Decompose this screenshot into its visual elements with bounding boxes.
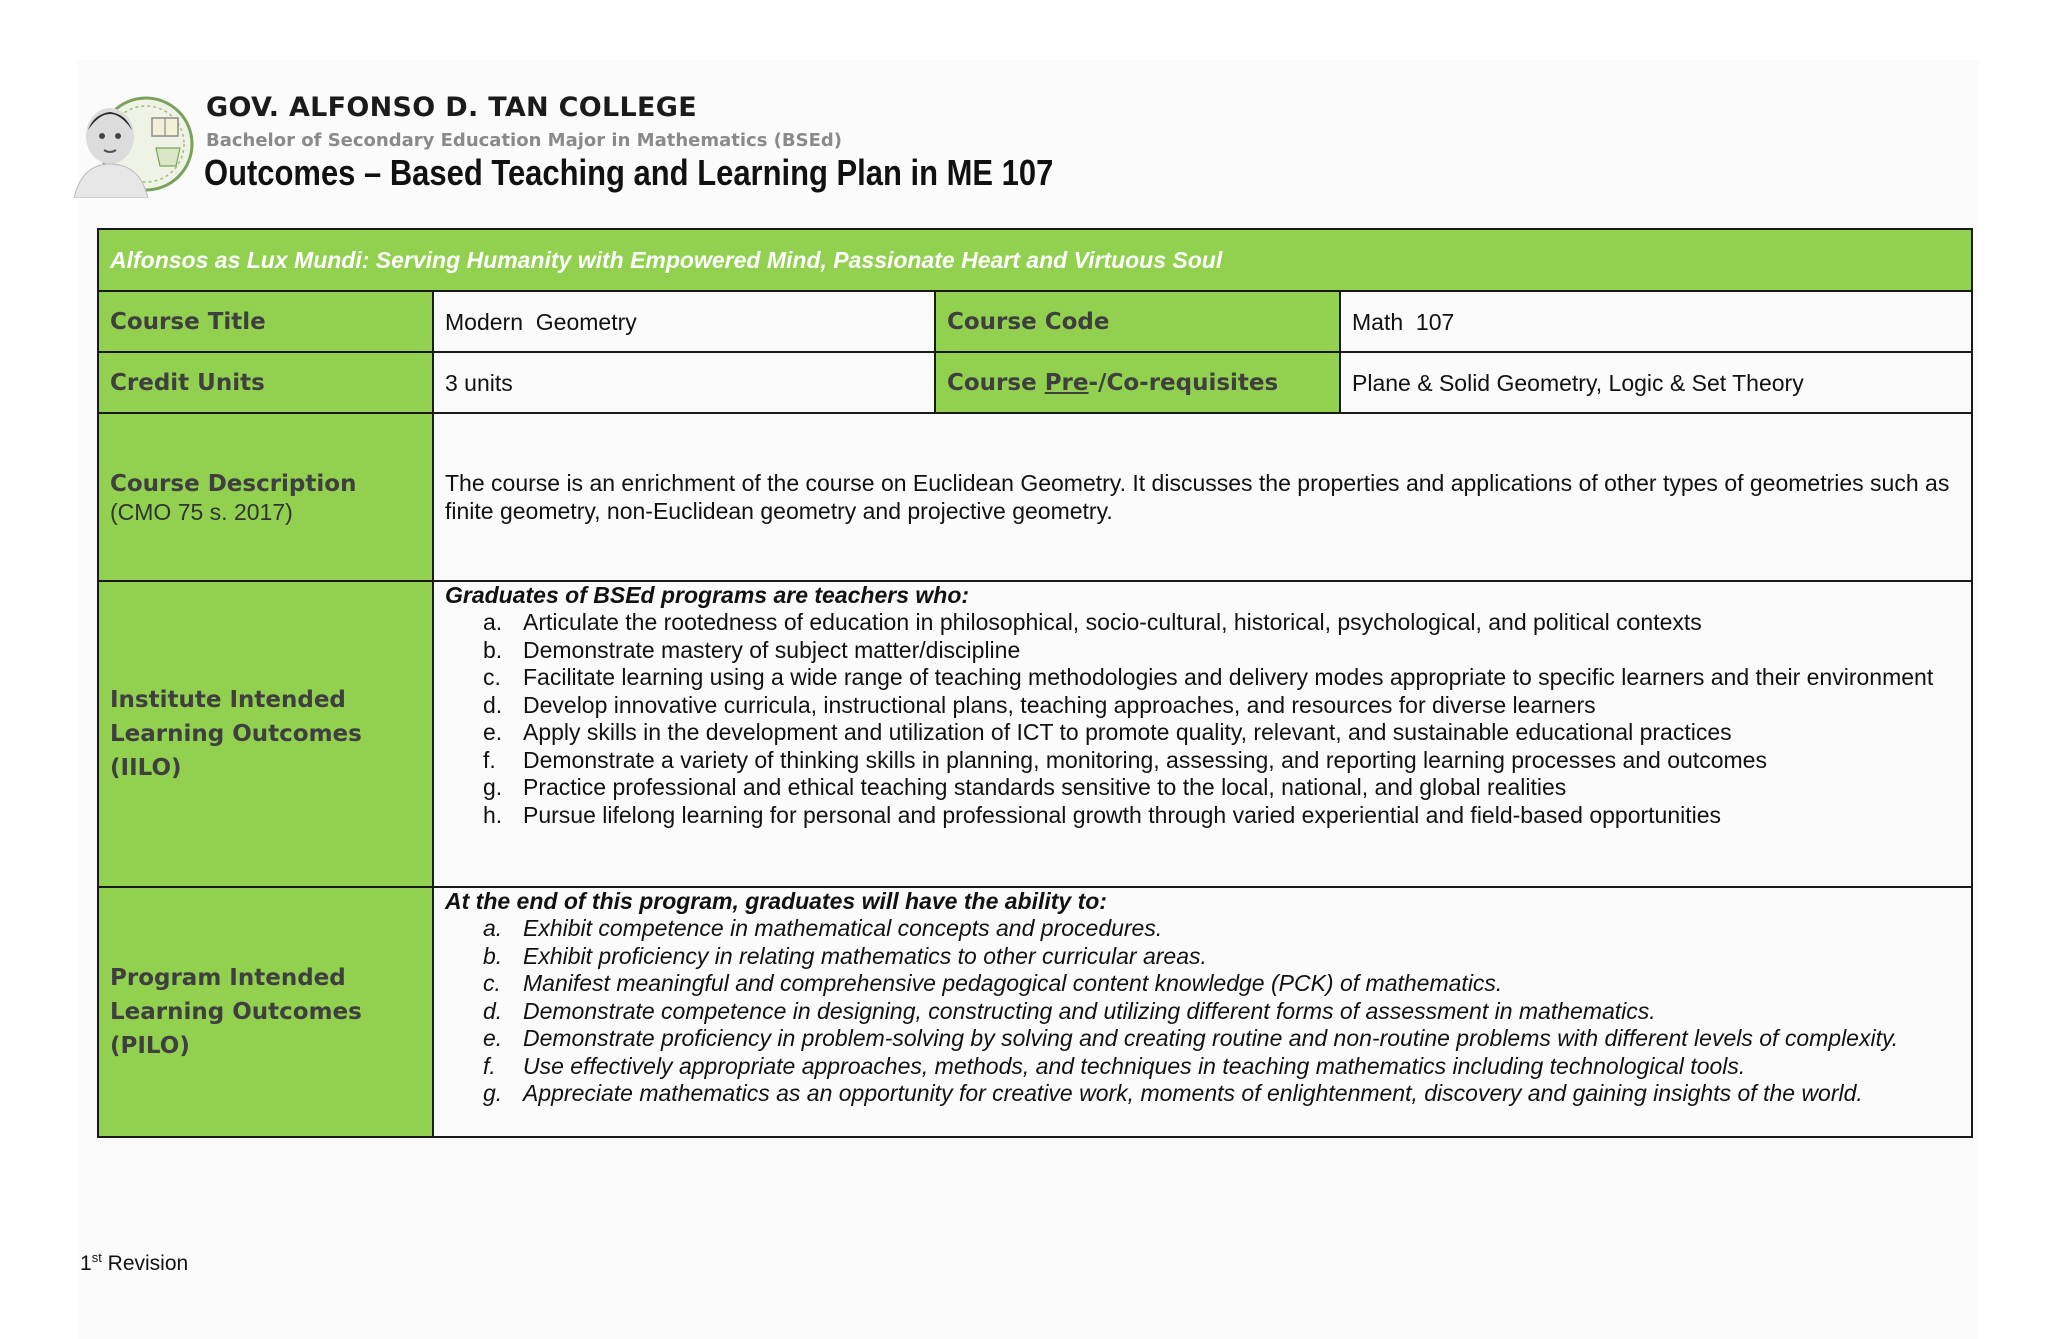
pilo-item-marker: d. bbox=[483, 997, 503, 1024]
course-info-table bbox=[97, 228, 1973, 1138]
pilo-item bbox=[445, 970, 1960, 998]
course-code-value: Math 107 bbox=[1340, 291, 1972, 352]
iilo-row bbox=[98, 581, 1972, 887]
pilo-item bbox=[445, 1080, 1960, 1108]
revision-text: Revision bbox=[101, 1252, 189, 1275]
credit-units-row bbox=[98, 352, 1972, 413]
credit-units-label: Credit Units bbox=[98, 352, 433, 413]
iilo-label-line1: Institute Intended bbox=[110, 687, 346, 713]
iilo-item-marker: b. bbox=[483, 636, 503, 663]
revision-number: 1 bbox=[80, 1252, 92, 1275]
course-title-value: Modern Geometry bbox=[433, 291, 935, 352]
iilo-item-marker: d. bbox=[483, 691, 503, 718]
course-description-row bbox=[98, 413, 1972, 581]
pilo-item-marker: b. bbox=[483, 942, 503, 969]
prerequisites-label-post: -/Co-requisites bbox=[1088, 369, 1279, 396]
course-title-row bbox=[98, 291, 1972, 352]
banner-row bbox=[98, 229, 1972, 291]
iilo-item-marker: e. bbox=[483, 719, 503, 745]
iilo-label-line3: (IILO) bbox=[110, 755, 182, 781]
iilo-item-text: Facilitate learning using a wide range of teaching methodologies and delivery modes appropriate to specific learners and their environment bbox=[523, 664, 1934, 690]
course-code-label: Course Code bbox=[935, 291, 1340, 352]
pilo-list bbox=[445, 915, 1960, 1108]
college-name: GOV. ALFONSO D. TAN COLLEGE bbox=[206, 92, 697, 123]
pilo-item bbox=[445, 1053, 1960, 1081]
iilo-item bbox=[445, 609, 1960, 637]
pilo-item-text: Exhibit proficiency in relating mathematics to other curricular areas. bbox=[523, 942, 1207, 969]
iilo-item-marker: c. bbox=[483, 664, 501, 690]
pilo-content bbox=[433, 887, 1972, 1137]
revision-footer bbox=[80, 1250, 188, 1276]
program-name: Bachelor of Secondary Education Major in Mathematics (BSEd) bbox=[206, 130, 842, 151]
pilo-item bbox=[445, 943, 1960, 971]
pilo-item bbox=[445, 915, 1960, 943]
pilo-item-marker: g. bbox=[483, 1080, 503, 1106]
pilo-label-line3: (PILO) bbox=[110, 1033, 190, 1059]
pilo-item-text: Demonstrate proficiency in problem-solving by solving and creating routine and non-routine problems with different levels of complexity. bbox=[523, 1025, 1899, 1051]
course-description-label: Course Description bbox=[110, 470, 357, 497]
iilo-item-text: Demonstrate a variety of thinking skills in planning, monitoring, assessing, and reporting learning processes and outcomes bbox=[523, 746, 1767, 773]
course-description-label-cell bbox=[98, 413, 433, 581]
course-description-text: The course is an enrichment of the course on Euclidean Geometry. It discusses the properties and applications of other types of geometries such as finite geometry, non-Euclidean geometry and projective geometry. bbox=[433, 413, 1972, 581]
iilo-item-marker: h. bbox=[483, 801, 503, 828]
iilo-item-text: Articulate the rootedness of education in philosophical, socio-cultural, historical, psychological, and political contexts bbox=[523, 609, 1702, 635]
pilo-item-text: Manifest meaningful and comprehensive pedagogical content knowledge (PCK) of mathematics. bbox=[523, 970, 1503, 996]
pilo-item-marker: a. bbox=[483, 915, 503, 941]
pilo-item-marker: e. bbox=[483, 1025, 503, 1051]
pilo-item bbox=[445, 998, 1960, 1026]
iilo-item-text: Practice professional and ethical teaching standards sensitive to the local, national, and global realities bbox=[523, 774, 1567, 800]
iilo-list bbox=[445, 609, 1960, 829]
iilo-item bbox=[445, 747, 1960, 775]
plan-title: Outcomes – Based Teaching and Learning Plan in ME 107 bbox=[204, 152, 1054, 193]
iilo-item-text: Apply skills in the development and utilization of ICT to promote quality, relevant, and sustainable educational practices bbox=[523, 719, 1732, 745]
iilo-item bbox=[445, 637, 1960, 665]
course-description-subtitle: (CMO 75 s. 2017) bbox=[110, 498, 293, 525]
pilo-item-text: Exhibit competence in mathematical concepts and procedures. bbox=[523, 915, 1163, 941]
pilo-item-text: Use effectively appropriate approaches, methods, and techniques in teaching mathematics including technological tools. bbox=[523, 1052, 1746, 1079]
iilo-item-text: Demonstrate mastery of subject matter/discipline bbox=[523, 636, 1021, 663]
college-seal-logo bbox=[68, 88, 196, 198]
vision-banner: Alfonsos as Lux Mundi: Serving Humanity with Empowered Mind, Passionate Heart and Virtuous Soul bbox=[98, 229, 1972, 291]
pilo-label-line2: Learning Outcomes bbox=[110, 999, 362, 1025]
iilo-item bbox=[445, 802, 1960, 830]
iilo-content bbox=[433, 581, 1972, 887]
pilo-item-text: Demonstrate competence in designing, constructing and utilizing different forms of assessment in mathematics. bbox=[523, 997, 1656, 1024]
iilo-item-marker: f. bbox=[483, 746, 496, 773]
prerequisites-value: Plane & Solid Geometry, Logic & Set Theory bbox=[1340, 352, 1972, 413]
pilo-label-cell bbox=[98, 887, 433, 1137]
prerequisites-label-underlined: Pre bbox=[1044, 369, 1089, 396]
iilo-lead: Graduates of BSEd programs are teachers who: bbox=[445, 582, 970, 608]
credit-units-value: 3 units bbox=[433, 352, 935, 413]
prerequisites-label-pre: Course bbox=[947, 369, 1045, 396]
pilo-lead: At the end of this program, graduates will have the ability to: bbox=[445, 888, 1107, 914]
pilo-item bbox=[445, 1025, 1960, 1053]
iilo-item-marker: g. bbox=[483, 774, 503, 800]
document-header bbox=[68, 88, 1368, 198]
iilo-item-marker: a. bbox=[483, 609, 503, 635]
iilo-item-text: Develop innovative curricula, instructional plans, teaching approaches, and resources for diverse learners bbox=[523, 691, 1596, 718]
pilo-item-marker: f. bbox=[483, 1052, 496, 1079]
pilo-label-line1: Program Intended bbox=[110, 965, 346, 991]
iilo-item-text: Pursue lifelong learning for personal and professional growth through varied experiential and field-based opportunities bbox=[523, 801, 1722, 828]
iilo-label-cell bbox=[98, 581, 433, 887]
revision-suffix: st bbox=[91, 1250, 102, 1265]
pilo-row bbox=[98, 887, 1972, 1137]
pilo-item-marker: c. bbox=[483, 970, 501, 996]
iilo-item bbox=[445, 692, 1960, 720]
iilo-item bbox=[445, 774, 1960, 802]
iilo-item bbox=[445, 719, 1960, 747]
prerequisites-label bbox=[935, 352, 1340, 413]
pilo-item-text: Appreciate mathematics as an opportunity for creative work, moments of enlightenment, discovery and gaining insights of the world. bbox=[523, 1080, 1863, 1106]
course-title-label: Course Title bbox=[98, 291, 433, 352]
iilo-item bbox=[445, 664, 1960, 692]
iilo-label-line2: Learning Outcomes bbox=[110, 721, 362, 747]
